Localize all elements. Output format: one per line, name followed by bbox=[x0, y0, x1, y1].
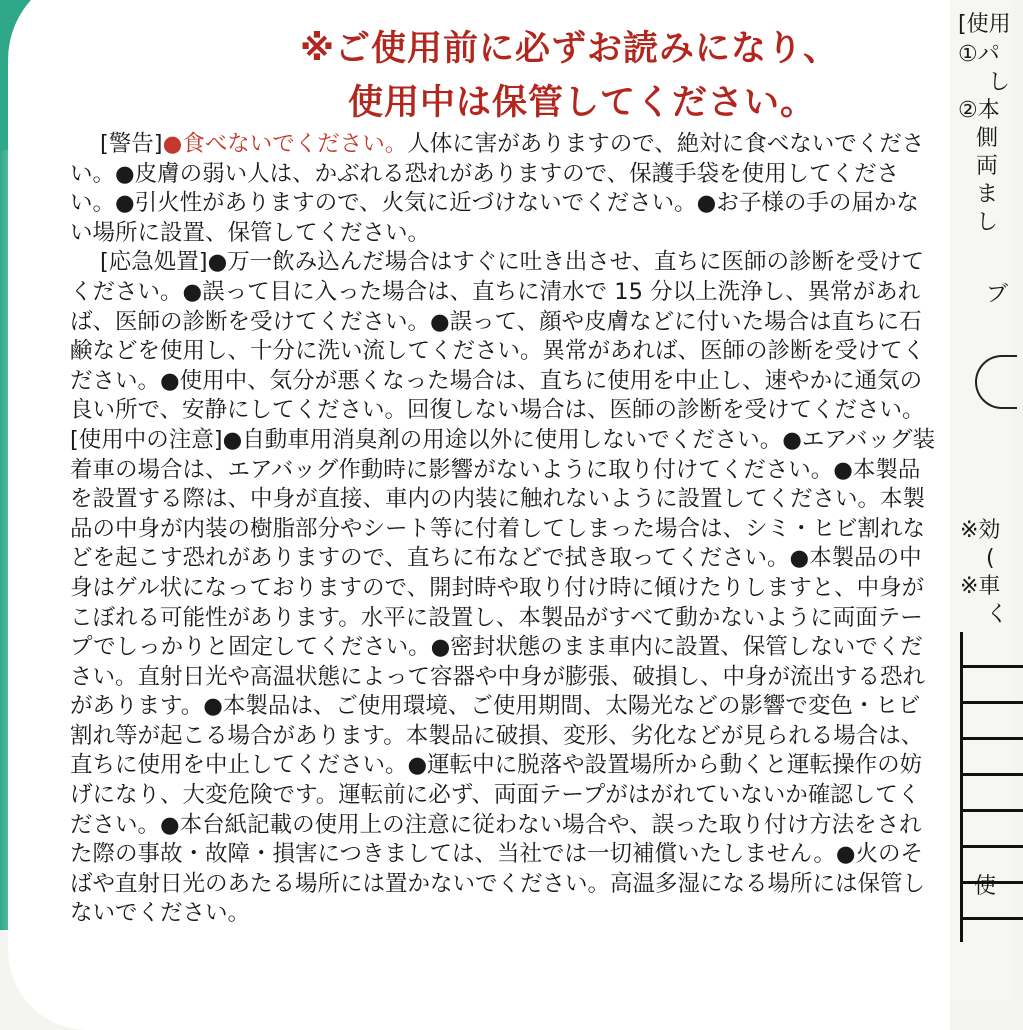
heading-line-2: 使用中は保管してください。 bbox=[348, 83, 817, 123]
usage-notes-text: ●自動車用消臭剤の用途以外に使用しないでください。●エアバッグ装着車の場合は、エアバッグ作動時に影響がないように取り付けてください。●本製品を設置する際は、中身が直接、車内の内装に触れないように設置してください。本製品の中身が内装の樹脂部分やシート等に付着してしまった場合は、シミ・ヒビ割れなどを起こす恐れがありますので、直ちに布などで拭き取ってください。●本製品の中身はゲル状になっておりますので、開封時や取り付け時に傾けたりしますと、中身がこぼれる可能性があります。水平に設置し、本製品がすべて動かないように両面テープでしっかりと固定してください。●密封状態のまま車内に設置、保管しないでください。直射日光や高温状態によって容器や中身が膨張、破損し、中身が流出する恐れがあります。●本製品は、ご使用環境、ご使用期間、太陽光などの影響で変色・ヒビ割れ等が起こる場合があります。本製品に破損、変形、劣化などが見られる場合は、直ちに使用を中止してください。●運転中に脱落や設置場所から動くと運転操作の妨げになり、大変危険です。運転前に必ず、両面テープがはがれていないか確認してください。●本台紙記載の使用上の注意に従わない場合や、誤った取り付け方法をされた際の事故・故障・損害につきましては、当社では一切補償いたしません。●火のそばや直射日光のあたる場所には置かないでください。高温多湿になる場所には保管しないでください。 bbox=[70, 426, 936, 927]
right-text-12: く bbox=[986, 602, 1009, 627]
grid-row bbox=[963, 776, 1023, 812]
instruction-body bbox=[70, 130, 940, 929]
warning-text: 人体に害がありますので、絶対に食べないでください。●皮膚の弱い人は、かぶれる恐れがありますので、保護手袋を使用してください。●引火性がありますので、火気に近づけないでください。●お子様の手の届かない場所に設置、保管してください。 bbox=[70, 131, 925, 246]
grid-row bbox=[963, 668, 1023, 704]
right-text-3: ②本 bbox=[958, 98, 1000, 123]
right-text-0: [使用 bbox=[958, 12, 1011, 37]
grid-row bbox=[963, 632, 1023, 668]
usage-notes-section bbox=[70, 426, 940, 929]
warning-red-text: ●食べないでください。 bbox=[162, 131, 408, 157]
grid-row bbox=[963, 740, 1023, 776]
right-text-2: し bbox=[988, 70, 1011, 95]
right-text-5: 両 bbox=[976, 154, 999, 179]
grid-row bbox=[963, 812, 1023, 848]
usage-notes-label: [使用中の注意] bbox=[70, 426, 223, 453]
right-text-9: ※効 bbox=[960, 518, 1001, 543]
grid-row bbox=[963, 848, 1023, 884]
right-grid-table bbox=[960, 632, 1023, 942]
right-text-4: 側 bbox=[976, 126, 999, 151]
right-text-13: 使 bbox=[974, 874, 997, 899]
right-text-7: し bbox=[976, 210, 999, 235]
right-text-1: ①パ bbox=[958, 42, 1000, 67]
first-aid-section bbox=[70, 248, 940, 426]
right-text-10: ( bbox=[986, 546, 995, 571]
right-text-6: ま bbox=[976, 182, 999, 207]
grid-row bbox=[963, 884, 1023, 920]
heading-line-1: ※ご使用前に必ずお読みになり、 bbox=[300, 29, 840, 69]
grid-row bbox=[963, 704, 1023, 740]
warning-label: [警告] bbox=[100, 131, 163, 157]
right-text-8: ブ bbox=[986, 282, 1009, 307]
first-aid-label: [応急処置] bbox=[100, 249, 208, 276]
right-text-11: ※車 bbox=[960, 574, 1001, 599]
warning-section bbox=[70, 130, 940, 248]
first-aid-text: ●万一飲み込んだ場合はすぐに吐き出させ、直ちに医師の診断を受けてください。●誤って目に入った場合は、直ちに清水で 15 分以上洗浄し、異常があれば、医師の診断を受けてください。●誤って、顔や皮膚などに付いた場合は直ちに石鹸などを使用し、十分に洗い流してください。異常があれば、医師の診断を受けてください。●使用中、気分が悪くなった場合は、直ちに使用を中止し、速やかに通気の良い所で、安静にしてください。回復しない場合は、医師の診断を受けてください。 bbox=[70, 249, 926, 424]
caution-heading bbox=[300, 22, 940, 130]
